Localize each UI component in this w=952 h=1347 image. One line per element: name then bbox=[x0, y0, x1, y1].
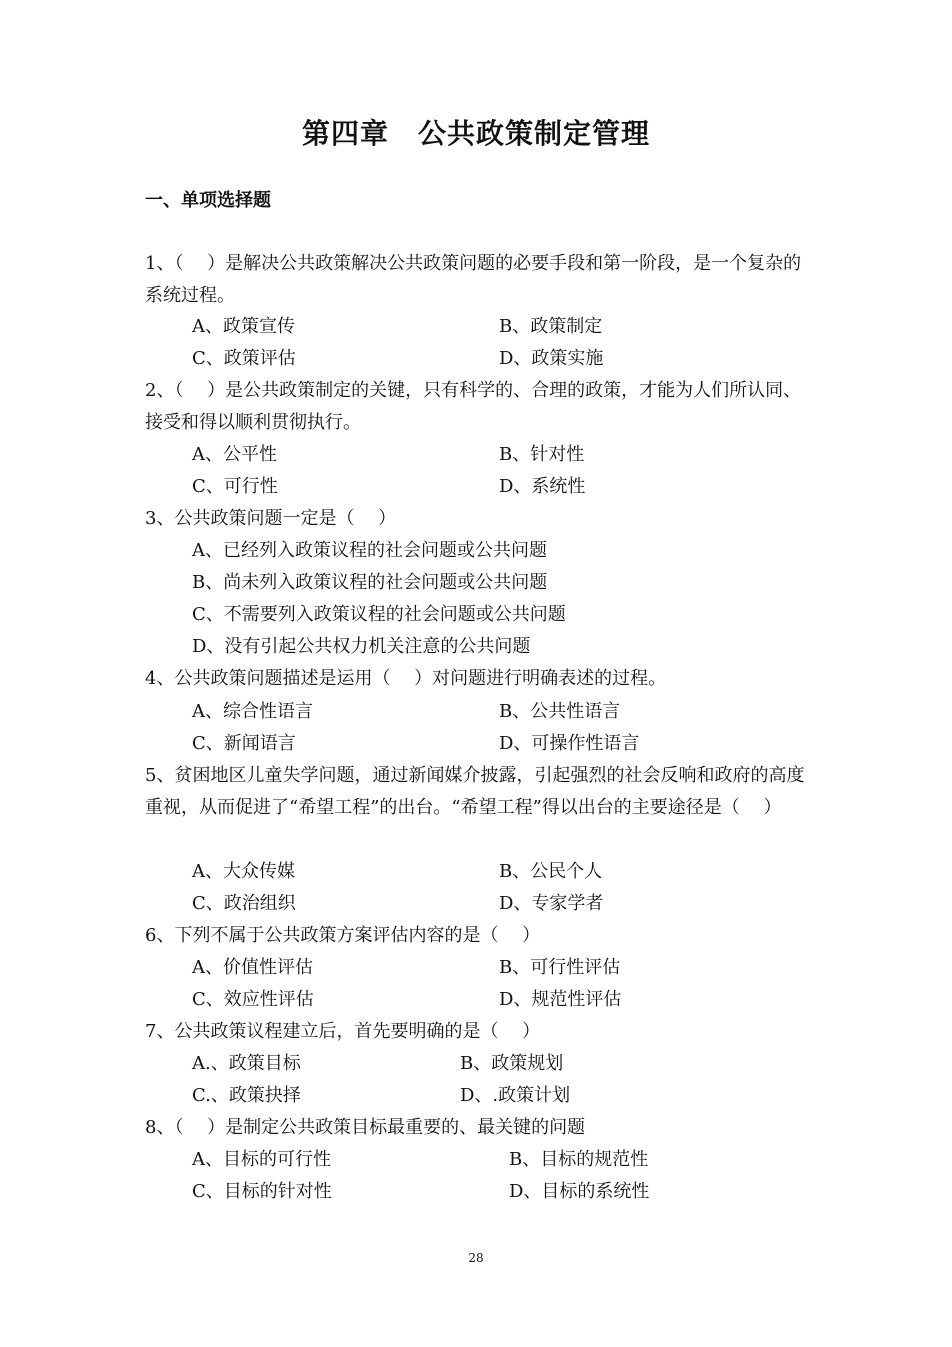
question-8-option-d: D、目标的系统性 bbox=[509, 1181, 650, 1202]
question-6-stem: 6、下列不属于公共政策方案评估内容的是（ ） bbox=[145, 925, 541, 946]
question-7-option-b: B、政策规划 bbox=[460, 1053, 564, 1074]
question-1-option-d: D、政策实施 bbox=[499, 348, 604, 369]
question-3-stem: 3、公共政策问题一定是（ ） bbox=[145, 508, 397, 529]
question-1-option-b: B、政策制定 bbox=[499, 316, 603, 337]
question-3-option-c: C、不需要列入政策议程的社会问题或公共问题 bbox=[192, 604, 566, 625]
page-title: 第四章 公共政策制定管理 bbox=[301, 117, 650, 150]
question-5-option-d: D、专家学者 bbox=[499, 893, 604, 914]
question-4-stem: 4、公共政策问题描述是运用（ ）对问题进行明确表述的过程。 bbox=[145, 668, 667, 689]
question-4-option-a: A、综合性语言 bbox=[192, 701, 313, 722]
question-5-option-a: A、大众传媒 bbox=[192, 861, 295, 882]
question-3-option-d: D、没有引起公共权力机关注意的公共问题 bbox=[192, 636, 531, 657]
question-8-option-c: C、目标的针对性 bbox=[192, 1181, 332, 1202]
question-5-stem: 5、贫困地区儿童失学问题，通过新闻媒介披露，引起强烈的社会反响和政府的高度重视，从而促进了“希望工程”的出台。“希望工程”得以出台的主要途径是（ ） bbox=[145, 765, 805, 818]
question-4-option-d: D、可操作性语言 bbox=[499, 733, 640, 754]
question-1-option-a: A、政策宣传 bbox=[192, 316, 295, 337]
question-6-option-d: D、规范性评估 bbox=[499, 989, 622, 1010]
section-heading: 一、单项选择题 bbox=[145, 190, 271, 211]
question-2-option-c: C、可行性 bbox=[192, 476, 278, 497]
question-1-option-c: C、政策评估 bbox=[192, 348, 296, 369]
question-2-option-b: B、针对性 bbox=[499, 444, 585, 465]
question-7-option-d: D、.政策计划 bbox=[460, 1085, 571, 1106]
question-5-option-c: C、政治组织 bbox=[192, 893, 296, 914]
question-3-option-b: B、尚未列入政策议程的社会问题或公共问题 bbox=[192, 572, 548, 593]
question-2-option-d: D、系统性 bbox=[499, 476, 586, 497]
question-8-stem: 8、（ ）是制定公共政策目标最重要的、最关键的问题 bbox=[145, 1117, 586, 1138]
question-6-option-c: C、效应性评估 bbox=[192, 989, 314, 1010]
question-1-stem: 1、（ ）是解决公共政策解决公共政策问题的必要手段和第一阶段，是一个复杂的系统过程。 bbox=[145, 253, 802, 306]
question-6-option-b: B、可行性评估 bbox=[499, 957, 621, 978]
question-7-option-c: C.、政策抉择 bbox=[192, 1085, 301, 1106]
page-number: 28 bbox=[468, 1251, 484, 1265]
question-8-option-b: B、目标的规范性 bbox=[509, 1149, 649, 1170]
question-8-option-a: A、目标的可行性 bbox=[192, 1149, 331, 1170]
question-2-stem: 2、（ ）是公共政策制定的关键，只有科学的、合理的政策，才能为人们所认同、接受和得以顺利贯彻执行。 bbox=[145, 380, 802, 433]
question-4-option-c: C、新闻语言 bbox=[192, 733, 296, 754]
question-7-option-a: A.、政策目标 bbox=[192, 1053, 301, 1074]
question-5-option-b: B、公民个人 bbox=[499, 861, 603, 882]
question-7-stem: 7、公共政策议程建立后，首先要明确的是（ ） bbox=[145, 1021, 541, 1042]
question-2-option-a: A、公平性 bbox=[192, 444, 277, 465]
question-4-option-b: B、公共性语言 bbox=[499, 701, 621, 722]
question-3-option-a: A、已经列入政策议程的社会问题或公共问题 bbox=[192, 540, 547, 561]
question-6-option-a: A、价值性评估 bbox=[192, 957, 313, 978]
